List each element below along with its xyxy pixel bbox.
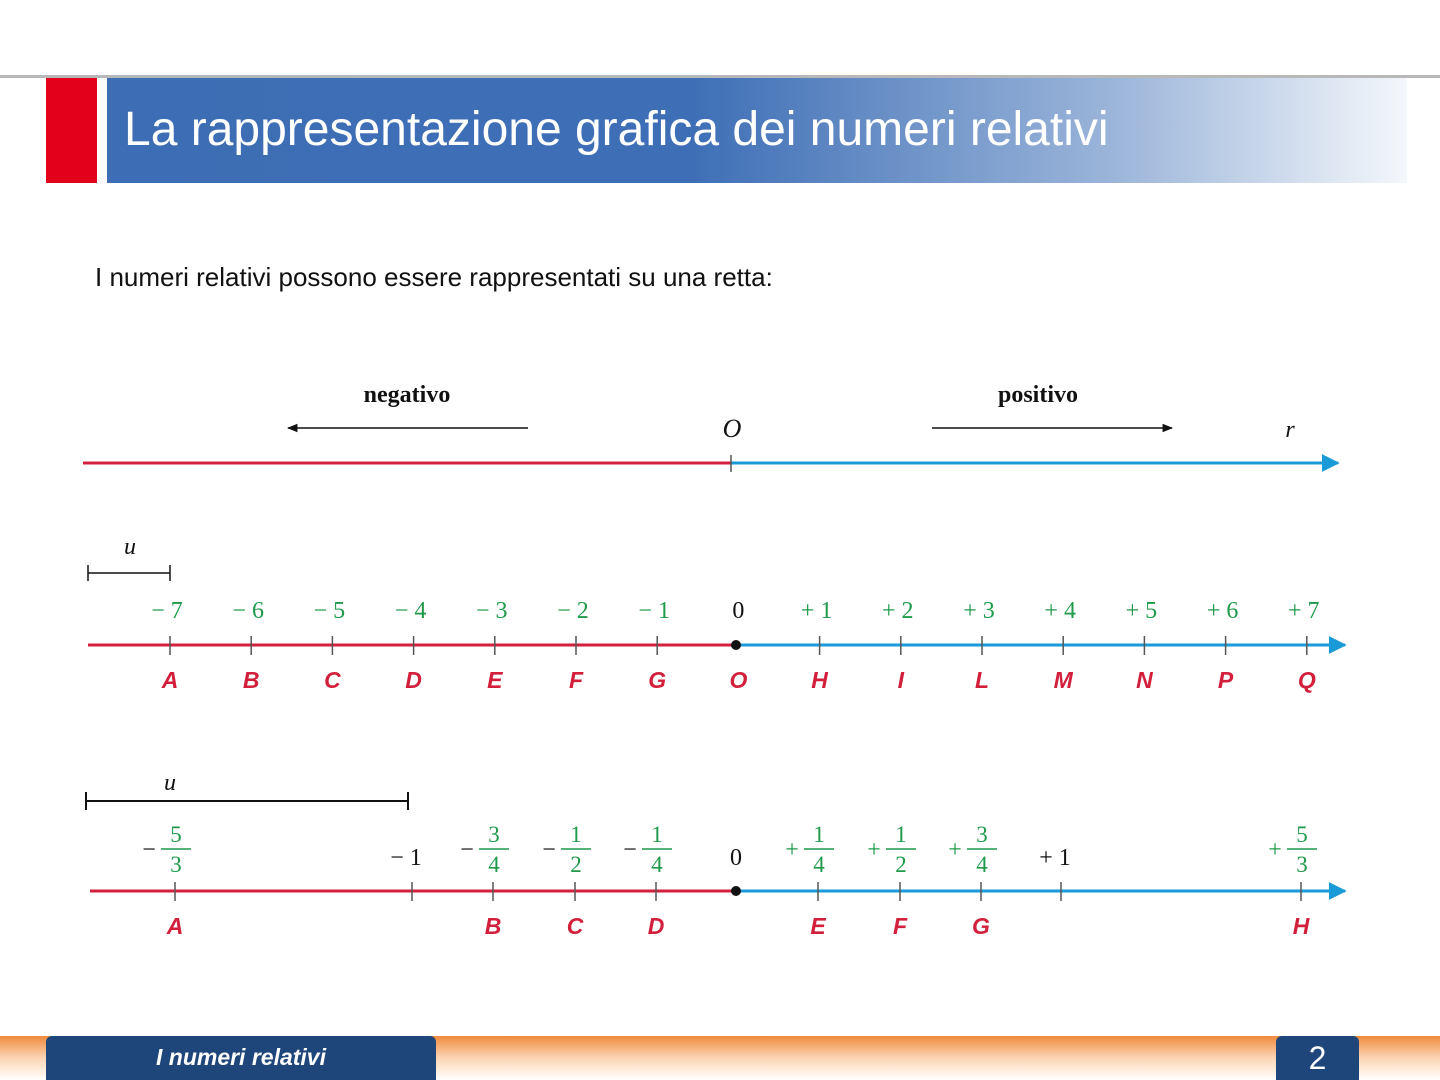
tick-value-label: − 3	[476, 598, 508, 624]
point-label: L	[974, 667, 990, 693]
point-label: D	[647, 913, 665, 939]
point-label: A	[166, 913, 184, 939]
tick-value-label: + 3	[963, 598, 995, 624]
page-number: 2	[1308, 1040, 1327, 1076]
fraction-numerator: 1	[570, 822, 582, 847]
point-label: C	[324, 667, 341, 693]
fraction-sign: +	[785, 837, 799, 863]
fraction-denominator: 2	[570, 852, 582, 877]
point-label: C	[566, 913, 584, 939]
fraction-sign: +	[948, 837, 962, 863]
tick-value-label: + 1	[800, 598, 833, 624]
point-label: F	[892, 913, 908, 939]
point-label: E	[810, 913, 826, 939]
point-label: M	[1053, 667, 1073, 693]
footer-tab	[46, 1036, 436, 1080]
slide-title: La rappresentazione grafica dei numeri relativi	[124, 103, 1109, 156]
tick-value-label: − 5	[313, 598, 346, 624]
fraction-sign: +	[1268, 837, 1282, 863]
fraction-denominator: 3	[170, 852, 182, 877]
origin-dot	[731, 886, 741, 896]
point-label: B	[242, 667, 260, 693]
oriented-line	[83, 382, 1338, 472]
fraction-sign: −	[542, 837, 556, 863]
fraction-sign: +	[867, 837, 881, 863]
intro-text: I numeri relativi possono essere rappresentati su una retta:	[95, 262, 773, 292]
tick-value-label: − 4	[394, 598, 427, 624]
unit-label: u	[164, 770, 176, 796]
point-label: A	[161, 667, 179, 693]
page-number-box	[1276, 1036, 1359, 1080]
fraction-sign: −	[460, 837, 474, 863]
tick-value-label: 0	[732, 598, 745, 624]
tick-value-label: − 7	[151, 598, 183, 624]
fraction-numerator: 5	[170, 822, 182, 847]
fraction-numerator: 3	[488, 822, 500, 847]
fraction-numerator: 1	[813, 822, 825, 847]
negative-label: negativo	[363, 382, 451, 408]
tick-value-label: + 7	[1288, 598, 1320, 624]
unit-label: u	[124, 534, 136, 560]
point-label: H	[1292, 913, 1310, 939]
fraction-denominator: 3	[1296, 852, 1308, 877]
point-label: D	[405, 667, 422, 693]
fraction-number-line	[86, 770, 1345, 939]
unit-segment	[88, 565, 170, 581]
fraction-denominator: 4	[976, 852, 988, 877]
tick-value-label: − 2	[557, 598, 589, 624]
positive-label: positivo	[997, 382, 1079, 408]
origin-label: O	[722, 414, 742, 443]
fraction-numerator: 1	[651, 822, 663, 847]
point-label: N	[1136, 667, 1153, 693]
tick-value-label: − 1	[638, 598, 670, 624]
footer-label: I numeri relativi	[155, 1044, 326, 1070]
tick-value-label: − 1	[390, 845, 422, 871]
line-label-r: r	[1285, 417, 1295, 443]
fraction-sign: −	[142, 837, 156, 863]
point-label: H	[811, 667, 828, 693]
origin-dot	[731, 640, 741, 650]
tick-value-label: + 2	[882, 598, 914, 624]
fraction-denominator: 4	[651, 852, 663, 877]
tick-value-label: + 5	[1125, 598, 1158, 624]
tick-value-label: + 4	[1044, 598, 1076, 624]
point-label: F	[568, 667, 584, 693]
fraction-numerator: 1	[895, 822, 907, 847]
point-label: G	[648, 667, 667, 693]
point-label: G	[972, 913, 990, 939]
point-label: P	[1217, 667, 1234, 693]
tick-value-label: − 6	[232, 598, 264, 624]
fraction-numerator: 5	[1296, 822, 1308, 847]
point-label: E	[487, 667, 503, 693]
fraction-denominator: 4	[488, 852, 500, 877]
tick-value-label: + 1	[1039, 845, 1071, 871]
point-label: I	[897, 667, 904, 693]
fraction-sign: −	[623, 837, 637, 863]
fraction-numerator: 3	[976, 822, 988, 847]
fraction-denominator: 2	[895, 852, 907, 877]
point-label: Q	[1297, 667, 1316, 693]
point-label: B	[484, 913, 502, 939]
tick-value-label: + 6	[1206, 598, 1239, 624]
integer-number-line	[88, 534, 1345, 693]
point-label: O	[729, 667, 748, 693]
fraction-denominator: 4	[813, 852, 825, 877]
tick-value-label: 0	[730, 845, 742, 871]
unit-segment	[86, 792, 408, 810]
